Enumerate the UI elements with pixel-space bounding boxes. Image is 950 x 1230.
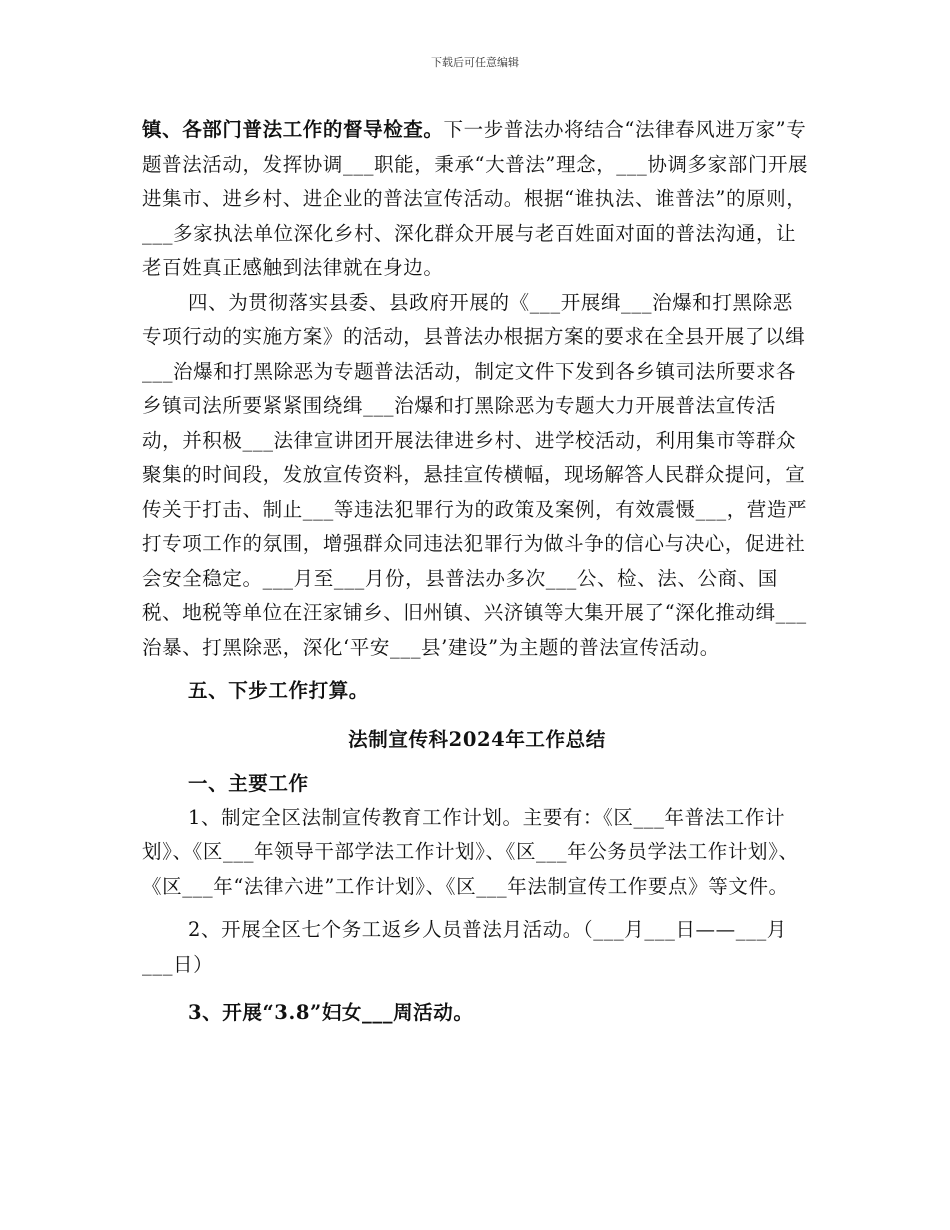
document-title: 法制宣传科2024年工作总结 xyxy=(348,727,606,751)
document-body xyxy=(142,113,812,1031)
list-item-1: 1、制定全区法制宣传教育工作计划。主要有：《区___年普法工作计划》、《区___年领导干部学法工作计划》、《区___年公务员学法工作计划》、《区___年“法律六进”工作计划》、《区___年法制宣传工作要点》等文件。 xyxy=(142,805,799,898)
list-item-3: 3、开展“3.8”妇女___周活动。 xyxy=(188,1001,474,1024)
paragraph-1-text: 下一步普法办将结合“法律春风进万家”专题普法活动，发挥协调___职能，秉承“大普法”理念，___协调多家部门开展进集市、进乡村、进企业的普法宣传活动。根据“谁执法、谁普法”的原则，___多家执法单位深化乡村、深化群众开展与老百姓面对面的普法沟通，让老百姓真正感触到法律就在身边。 xyxy=(142,118,809,279)
section-one-heading: 一、主要工作 xyxy=(188,771,309,795)
paragraph-2: 四、为贯彻落实县委、县政府开展的《___开展缉___治爆和打黑除恶专项行动的实施方案》的活动，县普法办根据方案的要求在全县开展了以缉___治爆和打黑除恶为专题普法活动，制定文件下发到各乡镇司法所要求各乡镇司法所要紧紧围绕缉___治爆和打黑除恶为专题大力开展普法宣传活动，并积极___法律宣讲团开展法律进乡村、进学校活动，利用集市等群众聚集的时间段，发放宣传资料，悬挂宣传横幅，现场解答人民群众提问，宣传关于打击、制止___等违法犯罪行为的政策及案例，有效震慑___，营造严打专项工作的氛围，增强群众同违法犯罪行为做斗争的信心与决心，促进社会安全稳定。___月至___月份，县普法办多次___公、检、法、公商、国税、地税等单位在汪家铺乡、旧州镇、兴济镇等大集开展了“深化推动缉___治暴、打黑除恶，深化‘平安___县’建设”为主题的普法宣传活动。 xyxy=(142,290,808,659)
list-item-2: 2、开展全区七个务工返乡人员普法月活动。（___月___日——___月___日） xyxy=(142,918,787,976)
section-five-heading: 五、下步工作打算。 xyxy=(188,679,369,702)
page-header: 下载后可任意编辑 xyxy=(431,56,519,69)
paragraph-1 xyxy=(142,113,812,286)
paragraph-1-bold-lead: 镇、各部门普法工作的督导检查。 xyxy=(142,118,444,141)
